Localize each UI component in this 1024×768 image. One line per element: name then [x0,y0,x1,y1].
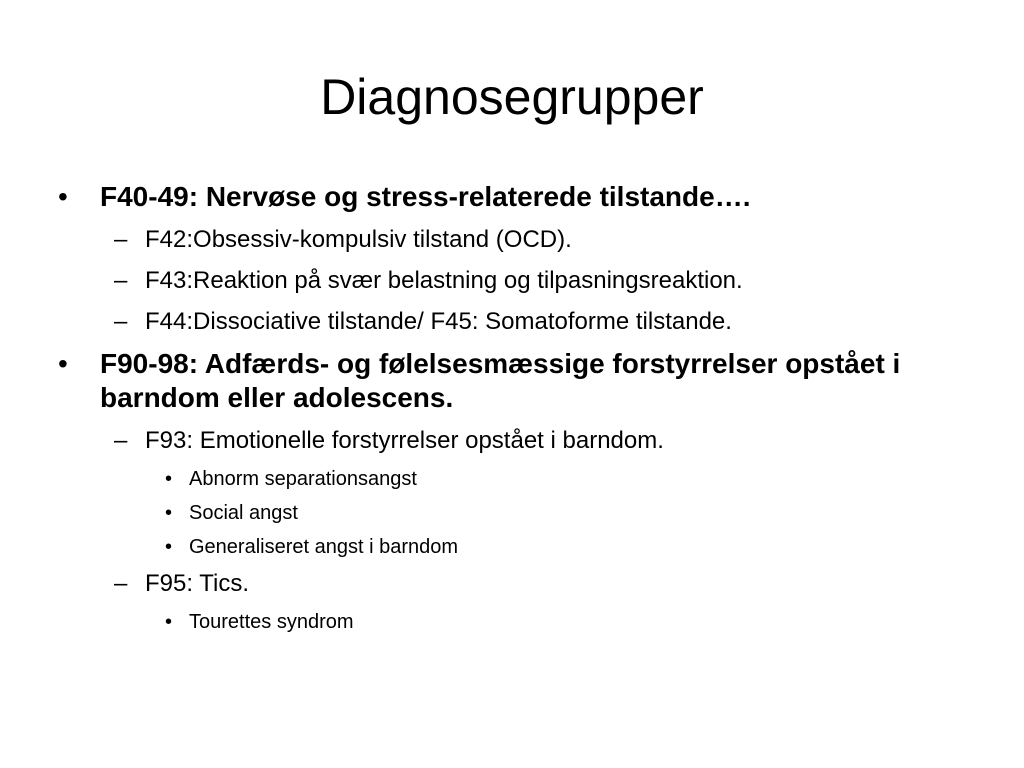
bullet-marker: • [165,502,173,524]
bullet-item [58,347,958,415]
slide-content [58,180,958,643]
slide-title: Diagnosegrupper [320,69,704,125]
sub-sub-bullet-text: Abnorm separationsangst [189,468,417,490]
dash-marker: – [114,570,128,597]
sub-bullet-text: F93: Emotionelle forstyrrelser opstået i barndom. [145,427,664,454]
bullet-marker: • [165,536,173,558]
bullet-item [58,180,958,214]
sub-sub-bullet-text: Tourettes syndrom [189,611,354,633]
sub-sub-bullet-item [58,609,958,635]
sub-bullet-item [58,306,958,338]
dash-marker: – [114,308,128,335]
sub-sub-bullet-item [58,534,958,560]
dash-marker: – [114,226,128,253]
sub-bullet-item [58,265,958,297]
sub-bullet-text: F43:Reaktion på svær belastning og tilpasningsreaktion. [145,267,743,294]
bullet-marker: • [58,348,68,379]
bullet-text: F90-98: Adfærds- og følelsesmæssige forstyrrelser opstået i barndom eller adolescens. [100,348,901,413]
sub-bullet-item [58,224,958,256]
sub-sub-bullet-item [58,466,958,492]
sub-sub-bullet-item [58,500,958,526]
sub-bullet-item [58,568,958,600]
sub-bullet-item [58,425,958,457]
dash-marker: – [114,427,128,454]
sub-bullet-text: F95: Tics. [145,570,250,597]
dash-marker: – [114,267,128,294]
bullet-marker: • [165,611,173,633]
sub-bullet-text: F42:Obsessiv-kompulsiv tilstand (OCD). [145,226,572,253]
sub-sub-bullet-text: Generaliseret angst i barndom [189,536,459,558]
sub-sub-bullet-text: Social angst [189,502,298,524]
bullet-text: F40-49: Nervøse og stress-relaterede tilstande…. [100,181,751,212]
sub-bullet-text: F44:Dissociative tilstande/ F45: Somatoforme tilstande. [145,308,732,335]
bullet-marker: • [165,468,173,490]
bullet-marker: • [58,181,68,212]
